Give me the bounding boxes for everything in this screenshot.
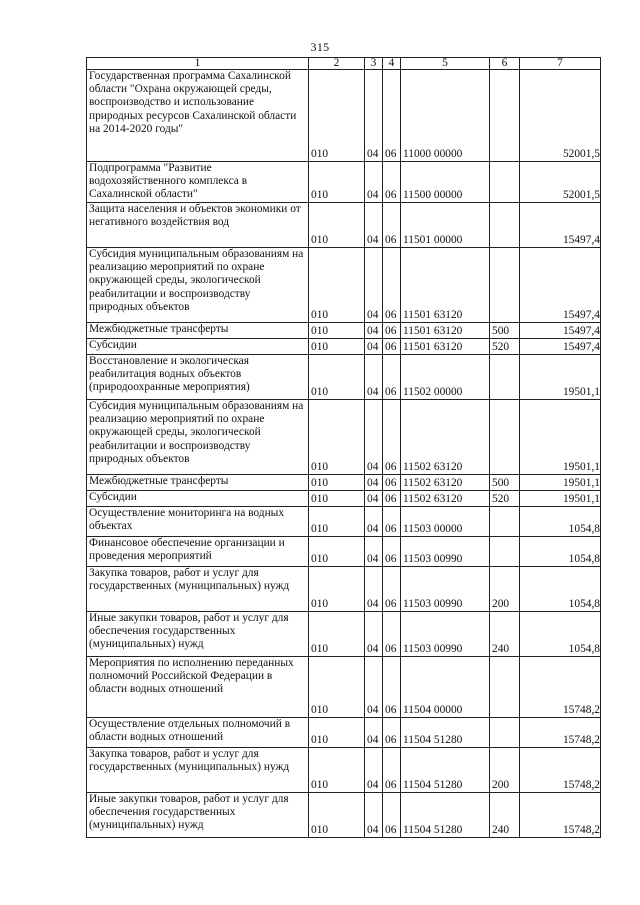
- code-target: 11503 00000: [401, 507, 490, 537]
- code-section: 04: [365, 162, 383, 203]
- code-subsection: 06: [383, 793, 401, 838]
- code-expense-type: [490, 203, 520, 248]
- code-subsection: 06: [383, 70, 401, 162]
- code-expense-type: 500: [490, 323, 520, 339]
- amount: 15748,2: [520, 793, 601, 838]
- code-section: 04: [365, 491, 383, 507]
- item-name: Субсидии: [87, 339, 309, 355]
- code-ministry: 010: [309, 507, 365, 537]
- table-row: [87, 507, 601, 537]
- code-section: 04: [365, 537, 383, 567]
- code-ministry: 010: [309, 400, 365, 475]
- code-target: 11502 63120: [401, 475, 490, 491]
- item-name: Осуществление мониторинга на водных объектах: [87, 507, 309, 537]
- code-target: 11502 63120: [401, 491, 490, 507]
- code-section: 04: [365, 475, 383, 491]
- budget-table: [86, 57, 601, 838]
- table-row: [87, 339, 601, 355]
- code-subsection: 06: [383, 657, 401, 718]
- code-subsection: 06: [383, 355, 401, 400]
- code-subsection: 06: [383, 323, 401, 339]
- table-row: [87, 70, 601, 162]
- header-col-4: 4: [383, 58, 401, 70]
- code-section: 04: [365, 70, 383, 162]
- code-section: 04: [365, 657, 383, 718]
- code-expense-type: 520: [490, 339, 520, 355]
- code-section: 04: [365, 748, 383, 793]
- code-section: 04: [365, 323, 383, 339]
- code-section: 04: [365, 507, 383, 537]
- item-name: Защита населения и объектов экономики от негативного воздействия вод: [87, 203, 309, 248]
- item-name: Подпрограмма "Развитие водохозяйственного комплекса в Сахалинской области": [87, 162, 309, 203]
- header-col-7: 7: [520, 58, 601, 70]
- code-subsection: 06: [383, 491, 401, 507]
- table-row: [87, 323, 601, 339]
- code-section: 04: [365, 612, 383, 657]
- amount: 15497,4: [520, 203, 601, 248]
- code-target: 11501 63120: [401, 339, 490, 355]
- code-expense-type: 520: [490, 491, 520, 507]
- code-section: 04: [365, 203, 383, 248]
- code-expense-type: [490, 248, 520, 323]
- code-expense-type: [490, 718, 520, 748]
- code-expense-type: [490, 657, 520, 718]
- item-name: Закупка товаров, работ и услуг для государственных (муниципальных) нужд: [87, 748, 309, 793]
- code-ministry: 010: [309, 612, 365, 657]
- code-ministry: 010: [309, 537, 365, 567]
- code-subsection: 06: [383, 537, 401, 567]
- table-row: [87, 355, 601, 400]
- code-ministry: 010: [309, 70, 365, 162]
- amount: 1054,8: [520, 612, 601, 657]
- code-ministry: 010: [309, 718, 365, 748]
- code-ministry: 010: [309, 748, 365, 793]
- item-name: Субсидия муниципальным образованиям на реализацию мероприятий по охране окружающей среды, экологической реабилитации и воспроизводству природных объектов: [87, 400, 309, 475]
- code-ministry: 010: [309, 567, 365, 612]
- amount: 15497,4: [520, 339, 601, 355]
- header-col-6: 6: [490, 58, 520, 70]
- item-name: Осуществление отдельных полномочий в области водных отношений: [87, 718, 309, 748]
- item-name: Восстановление и экологическая реабилитация водных объектов (природоохранные мероприятия): [87, 355, 309, 400]
- amount: 19501,1: [520, 400, 601, 475]
- code-expense-type: [490, 162, 520, 203]
- header-col-5: 5: [401, 58, 490, 70]
- code-expense-type: [490, 70, 520, 162]
- code-ministry: 010: [309, 323, 365, 339]
- code-ministry: 010: [309, 355, 365, 400]
- code-subsection: 06: [383, 475, 401, 491]
- amount: 52001,5: [520, 70, 601, 162]
- table-row: [87, 793, 601, 838]
- code-target: 11000 00000: [401, 70, 490, 162]
- code-subsection: 06: [383, 612, 401, 657]
- table-row: [87, 657, 601, 718]
- item-name: Межбюджетные трансферты: [87, 323, 309, 339]
- table-row: [87, 491, 601, 507]
- code-target: 11501 63120: [401, 323, 490, 339]
- code-expense-type: 200: [490, 567, 520, 612]
- table-row: [87, 203, 601, 248]
- amount: 15748,2: [520, 748, 601, 793]
- amount: 15497,4: [520, 323, 601, 339]
- amount: 19501,1: [520, 475, 601, 491]
- code-subsection: 06: [383, 162, 401, 203]
- code-subsection: 06: [383, 400, 401, 475]
- amount: 15748,2: [520, 657, 601, 718]
- code-expense-type: [490, 537, 520, 567]
- table-body: [87, 70, 601, 838]
- table-row: [87, 537, 601, 567]
- code-target: 11503 00990: [401, 612, 490, 657]
- table-row: [87, 748, 601, 793]
- code-ministry: 010: [309, 248, 365, 323]
- code-subsection: 06: [383, 507, 401, 537]
- code-subsection: 06: [383, 339, 401, 355]
- item-name: Мероприятия по исполнению переданных полномочий Российской Федерации в области водных отношений: [87, 657, 309, 718]
- code-section: 04: [365, 567, 383, 612]
- code-subsection: 06: [383, 567, 401, 612]
- table-row: [87, 475, 601, 491]
- code-subsection: 06: [383, 248, 401, 323]
- item-name: Финансовое обеспечение организации и проведения мероприятий: [87, 537, 309, 567]
- code-ministry: 010: [309, 475, 365, 491]
- amount: 1054,8: [520, 537, 601, 567]
- code-ministry: 010: [309, 793, 365, 838]
- code-expense-type: [490, 400, 520, 475]
- amount: 19501,1: [520, 491, 601, 507]
- amount: 1054,8: [520, 507, 601, 537]
- amount: 15497,4: [520, 248, 601, 323]
- code-target: 11504 51280: [401, 748, 490, 793]
- code-expense-type: [490, 355, 520, 400]
- item-name: Иные закупки товаров, работ и услуг для обеспечения государственных (муниципальных) нужд: [87, 793, 309, 838]
- code-target: 11503 00990: [401, 537, 490, 567]
- code-target: 11500 00000: [401, 162, 490, 203]
- code-ministry: 010: [309, 339, 365, 355]
- code-section: 04: [365, 718, 383, 748]
- header-col-3: 3: [365, 58, 383, 70]
- code-target: 11502 00000: [401, 355, 490, 400]
- item-name: Субсидия муниципальным образованиям на реализацию мероприятий по охране окружающей среды, экологической реабилитации и воспроизводству природных объектов: [87, 248, 309, 323]
- code-expense-type: 240: [490, 612, 520, 657]
- code-section: 04: [365, 248, 383, 323]
- page-number: 315: [310, 40, 330, 54]
- code-target: 11502 63120: [401, 400, 490, 475]
- code-target: 11504 00000: [401, 657, 490, 718]
- code-expense-type: 500: [490, 475, 520, 491]
- header-col-1: 1: [87, 58, 309, 70]
- item-name: Субсидии: [87, 491, 309, 507]
- code-target: 11503 00990: [401, 567, 490, 612]
- item-name: Иные закупки товаров, работ и услуг для обеспечения государственных (муниципальных) нужд: [87, 612, 309, 657]
- item-name: Межбюджетные трансферты: [87, 475, 309, 491]
- code-ministry: 010: [309, 657, 365, 718]
- code-ministry: 010: [309, 491, 365, 507]
- code-section: 04: [365, 400, 383, 475]
- amount: 19501,1: [520, 355, 601, 400]
- code-target: 11504 51280: [401, 718, 490, 748]
- amount: 1054,8: [520, 567, 601, 612]
- header-row: [87, 58, 601, 70]
- code-subsection: 06: [383, 203, 401, 248]
- table-row: [87, 612, 601, 657]
- code-expense-type: [490, 507, 520, 537]
- table-row: [87, 162, 601, 203]
- table-row: [87, 567, 601, 612]
- code-section: 04: [365, 355, 383, 400]
- code-ministry: 010: [309, 162, 365, 203]
- amount: 15748,2: [520, 718, 601, 748]
- code-ministry: 010: [309, 203, 365, 248]
- header-col-2: 2: [309, 58, 365, 70]
- item-name: Закупка товаров, работ и услуг для государственных (муниципальных) нужд: [87, 567, 309, 612]
- code-section: 04: [365, 793, 383, 838]
- table-row: [87, 248, 601, 323]
- item-name: Государственная программа Сахалинской области "Охрана окружающей среды, воспроизводство и использование природных ресурсов Сахалинской области на 2014-2020 годы": [87, 70, 309, 162]
- table-row: [87, 400, 601, 475]
- amount: 52001,5: [520, 162, 601, 203]
- code-section: 04: [365, 339, 383, 355]
- code-subsection: 06: [383, 748, 401, 793]
- code-target: 11504 51280: [401, 793, 490, 838]
- code-subsection: 06: [383, 718, 401, 748]
- code-target: 11501 63120: [401, 248, 490, 323]
- code-expense-type: 200: [490, 748, 520, 793]
- table-row: [87, 718, 601, 748]
- code-expense-type: 240: [490, 793, 520, 838]
- code-target: 11501 00000: [401, 203, 490, 248]
